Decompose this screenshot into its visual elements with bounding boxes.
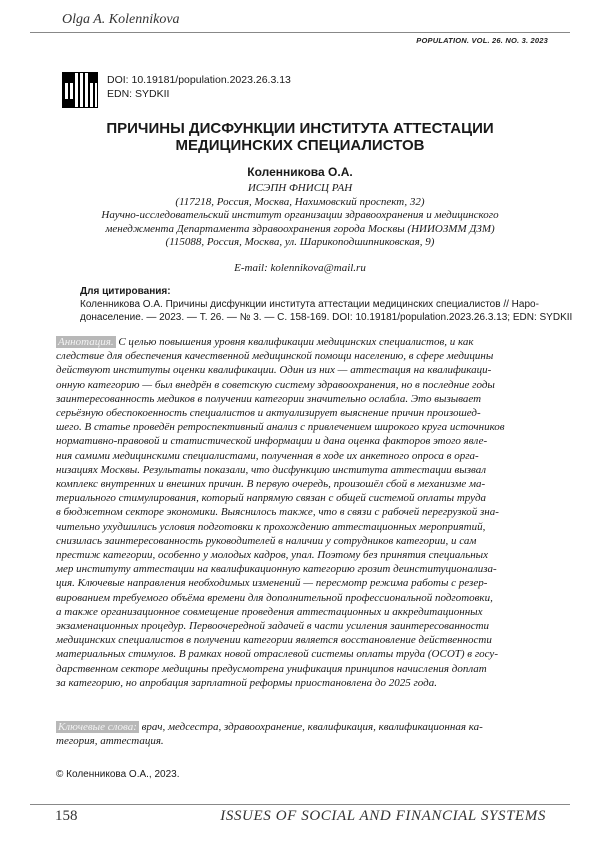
keywords-list: врач, медсестра, здравоохранение, квалификация, квалификационная ка- [138, 721, 483, 733]
affiliation-line: (115088, Россия, Москва, ул. Шарикоподшипниковская, 9) [165, 236, 435, 248]
abstract-first-line: С целью повышения уровня квалификации медицинских специалистов, и как [115, 336, 474, 348]
author-email[interactable]: E-mail: kolennikova@mail.ru [234, 262, 366, 274]
running-header-journal: POPULATION. VOL. 26. NO. 3. 2023 [416, 36, 548, 45]
abstract-line: дарственном секторе медицины предусмотрена унификация принципов начисления доплат [56, 662, 487, 675]
abstract-line: снизилась заинтересованность руководителей в наличии у сотрудников категории, и сам [56, 534, 477, 547]
abstract-line [56, 335, 548, 349]
abstract-line: в бюджетном секторе экономики. Выяснилось также, что в связи с рабочей перегрузкой зна- [56, 506, 499, 519]
page-number: 158 [55, 808, 78, 824]
affiliation-line: ИСЭПН ФНИСЦ РАН [247, 182, 353, 194]
citation-label: Для цитирования: [80, 286, 171, 297]
affiliation-line: (117218, Россия, Москва, Нахимовский проспект, 32) [175, 195, 425, 208]
abstract-line: а также организационное совмещение проведения аттестационных и аккредитационных [56, 605, 483, 618]
abstract-line: вированием требуемого объёма времени для дополнительной профессиональной подготовки, [56, 591, 493, 604]
copyright: © Коленникова О.А., 2023. [56, 769, 180, 780]
abstract-line: онную категорию — был внедрён в советскую систему здравоохранения, но в последние годы [56, 378, 495, 391]
article-title [60, 120, 540, 154]
identifier-block [107, 73, 291, 101]
keywords-list-continued: тегория, аттестация. [56, 735, 164, 748]
abstract [56, 335, 548, 690]
affiliation-line: Научно-исследовательский институт организации здравоохранения и медицинского [101, 209, 499, 221]
footer-divider [30, 804, 570, 805]
citation-line: Коленникова О.А. Причины дисфункции института аттестации медицинских специалистов // Наро- [80, 299, 539, 310]
abstract-line: действуют институты оценки квалификации. Один из них — аттестация на квалификаци- [56, 364, 492, 377]
abstract-line: экзаменационных процедур. Первоочередной задачей в части усиления заинтересованности [56, 620, 490, 633]
author-name: Коленникова О.А. [247, 165, 353, 179]
abstract-label: Аннотация. [58, 336, 114, 348]
qr-code-icon [62, 72, 98, 108]
running-header-author: Olga A. Kolennikova [62, 12, 180, 27]
abstract-line: нормативно-правовой и статистической информации и дана оценка факторов этого явле- [56, 435, 488, 448]
header-divider [30, 32, 570, 33]
abstract-line: териального стимулирования, который напрямую связан с общей системой оплаты труда [56, 492, 487, 505]
keywords [56, 720, 548, 748]
footer-journal-name: ISSUES OF SOCIAL AND FINANCIAL SYSTEMS [220, 808, 546, 824]
abstract-line: чительно ухудшились условия подготовки к прохождению аттестационных мероприятий, [56, 520, 486, 533]
abstract-line: мер институту аттестации на квалификационную категорию грозит деинституционализа- [56, 563, 497, 576]
abstract-line: следствие для обеспечения качественной медицинской помощи населению, в сфере медицины [56, 350, 494, 363]
doi[interactable]: DOI: 10.19181/population.2023.26.3.13 [107, 74, 291, 86]
title-line-2: МЕДИЦИНСКИХ СПЕЦИАЛИСТОВ [175, 137, 425, 154]
abstract-body [56, 349, 548, 690]
abstract-line: медицинских специалистов в получении категории является восстановление действенности [56, 634, 492, 647]
abstract-line: низациях Москвы. Результаты показали, что дисфункцию института аттестации вызвал [56, 463, 487, 476]
abstract-line: ция. Ключевые направления необходимых изменений — пересмотр режима работы с резер- [56, 577, 488, 590]
citation-text [80, 298, 573, 324]
abstract-line: ния самими медицинскими специалистами, полученная в ходе их анкетного опроса в орга- [56, 449, 479, 462]
abstract-line: материальных стимулов. В рамках новой отраслевой системы оплаты труда (ОСОТ) в госу- [56, 648, 498, 661]
abstract-line: престиж категории, особенно у молодых кадров, упал. Поэтому без принятия специальных [56, 549, 489, 562]
abstract-line: комплекс внутренних и внешних причин. В первую очередь, произошёл сбой в механизме ма- [56, 478, 486, 491]
title-line-1: ПРИЧИНЫ ДИСФУНКЦИИ ИНСТИТУТА АТТЕСТАЦИИ [106, 120, 494, 137]
affiliations [60, 182, 540, 250]
citation-line: донаселение. — 2023. — Т. 26. — № 3. — С. 158-169. DOI: 10.19181/population.2023.26.3.13; EDN: SYDKII [80, 312, 573, 323]
affiliation-line: менеджмента Департамента здравоохранения города Москвы (НИИОЗММ ДЗМ) [105, 222, 495, 235]
abstract-line: за категорию, но апробация зарплатной реформы приостановлена до 2025 года. [56, 676, 437, 689]
abstract-line: серьёзную обеспокоенность специалистов и актуализирует выяснение причин произошед- [56, 407, 481, 420]
keywords-label: Ключевые слова: [58, 721, 137, 733]
edn: EDN: SYDKII [107, 88, 170, 100]
abstract-line: заинтересованность медиков в получении категории значительно ослабла. Это вызывает [56, 392, 482, 405]
abstract-line: шего. В статье проведён ретроспективный анализ с привлечением широкого круга источников [56, 421, 505, 434]
